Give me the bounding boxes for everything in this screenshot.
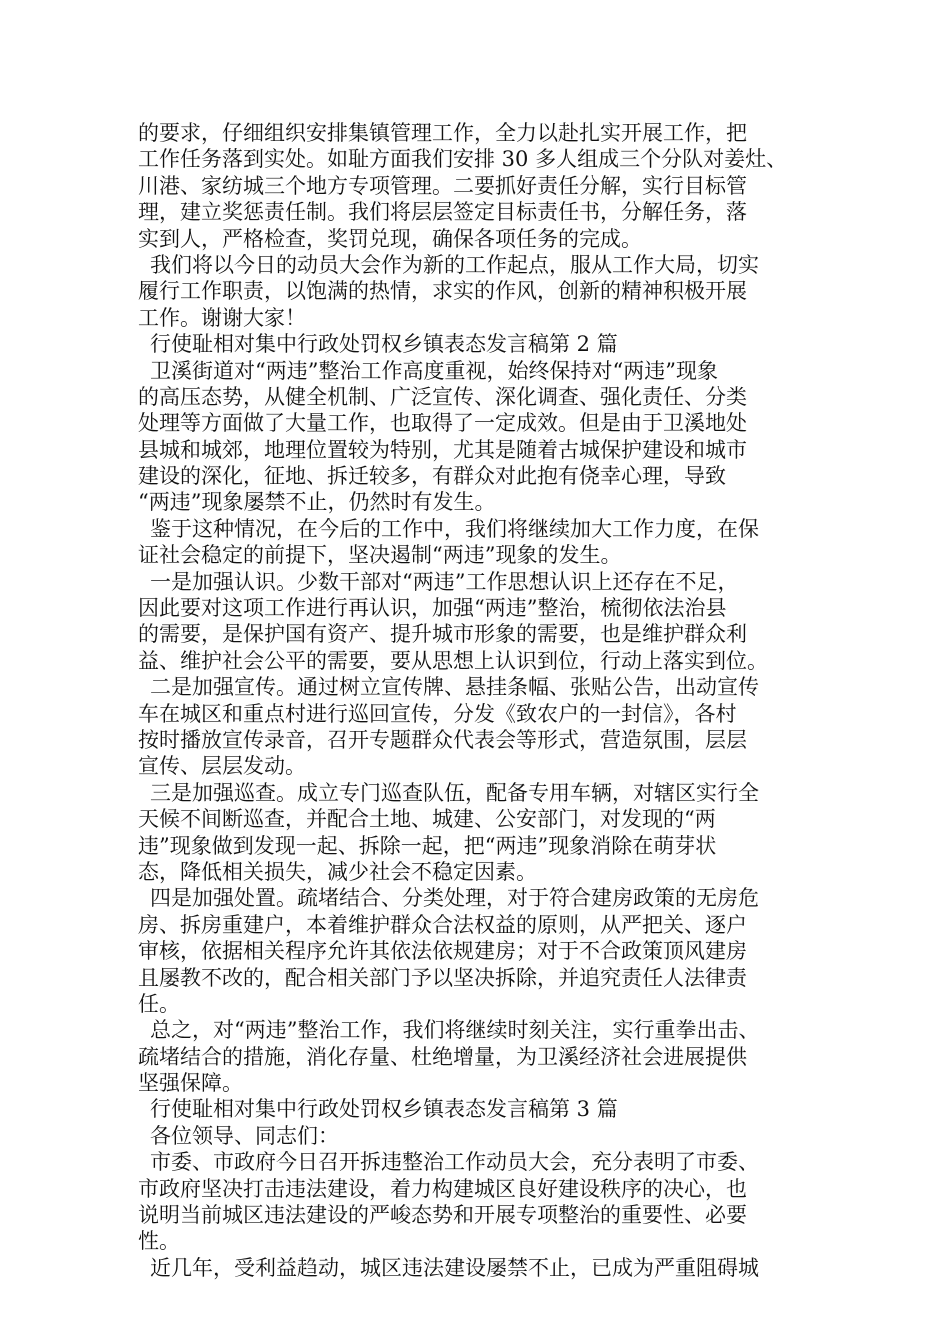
text-line: 说明当前城区违法建设的严峻态势和开展专项整治的重要性、必要 bbox=[138, 1203, 747, 1228]
text-line: 二是加强宣传。通过树立宣传牌、悬挂条幅、张贴公告，出动宣传 bbox=[150, 675, 759, 700]
text-line: 我们将以今日的动员大会作为新的工作起点，服从工作大局，切实 bbox=[150, 252, 759, 277]
text-line: 坚强保障。 bbox=[138, 1071, 243, 1096]
text-line: 工作任务落到实处。如耻方面我们安排 30 多人组成三个分队对姜灶、 bbox=[138, 147, 788, 172]
text-line: 的需要，是保护国有资产、提升城市形象的需要，也是维护群众利 bbox=[138, 622, 747, 647]
text-line: 履行工作职责，以饱满的热情，求实的作风，创新的精神积极开展 bbox=[138, 279, 747, 304]
text-line: 性。 bbox=[138, 1229, 180, 1254]
text-line: 证社会稳定的前提下，坚决遏制“两违”现象的发生。 bbox=[138, 543, 622, 568]
text-line: 因此要对这项工作进行再认识，加强“两违”整治，梳彻依法治县 bbox=[138, 596, 727, 621]
text-line: 房、拆房重建户，本着维护群众合法权益的原则，从严把关、逐户 bbox=[138, 912, 747, 937]
text-line: 疏堵结合的措施，消化存量、杜绝增量，为卫溪经济社会进展提供 bbox=[138, 1044, 747, 1069]
text-line: 按时播放宣传录音，召开专题群众代表会等形式，营造氛围，层层 bbox=[138, 727, 747, 752]
text-line: 各位领导、同志们： bbox=[150, 1123, 339, 1148]
text-line: 审核，依据相关程序允许其依法依规建房；对于不合政策顶风建房 bbox=[138, 939, 747, 964]
text-line: 车在城区和重点村进行巡回宣传，分发《致农户的一封信》，各村 bbox=[138, 701, 737, 726]
text-line: 的高压态势，从健全机制、广泛宣传、深化调查、强化责任、分类 bbox=[138, 384, 747, 409]
text-line: 且屡教不改的，配合相关部门予以坚决拆除，并追究责任人法律责 bbox=[138, 965, 747, 990]
text-line: 行使耻相对集中行政处罚权乡镇表态发言稿第 2 篇 bbox=[150, 332, 618, 357]
text-line: 卫溪街道对“两违”整治工作高度重视，始终保持对“两违”现象 bbox=[150, 358, 718, 383]
text-line: 县城和城郊，地理位置较为特别，尤其是随着古城保护建设和城市 bbox=[138, 437, 747, 462]
text-line: 行使耻相对集中行政处罚权乡镇表态发言稿第 3 篇 bbox=[150, 1097, 618, 1122]
text-line: 理，建立奖惩责任制。我们将层层签定目标责任书，分解任务，落 bbox=[138, 200, 747, 225]
text-line: 三是加强巡查。成立专门巡查队伍，配备专用车辆，对辖区实行全 bbox=[150, 780, 759, 805]
text-line: 总之，对“两违”整治工作，我们将继续时刻关注，实行重拳出击、 bbox=[150, 1018, 760, 1043]
text-line: 违”现象做到发现一起、拆除一起，把“两违”现象消除在萌芽状 bbox=[138, 833, 717, 858]
text-line: 益、维护社会公平的需要，要从思想上认识到位，行动上落实到位。 bbox=[138, 648, 768, 673]
text-line: 川港、家纺城三个地方专项管理。二要抓好责任分解，实行目标管 bbox=[138, 173, 747, 198]
text-line: 近几年，受利益趋动，城区违法建设屡禁不止，已成为严重阻碍城 bbox=[150, 1255, 759, 1280]
text-line: 工作。谢谢大家！ bbox=[138, 305, 306, 330]
text-line: 市政府坚决打击违法建设，着力构建城区良好建设秩序的决心，也 bbox=[138, 1176, 747, 1201]
document-body bbox=[138, 120, 818, 1281]
text-line: 的要求，仔细组织安排集镇管理工作，全力以赴扎实开展工作，把 bbox=[138, 121, 747, 145]
text-line: 天候不间断巡查，并配合土地、城建、公安部门，对发现的“两 bbox=[138, 807, 716, 832]
text-line: 鉴于这种情况，在今后的工作中，我们将继续加大工作力度，在保 bbox=[150, 516, 759, 541]
text-line: 处理等方面做了大量工作，也取得了一定成效。但是由于卫溪地处 bbox=[138, 411, 747, 436]
text-line: 四是加强处置。疏堵结合、分类处理，对于符合建房政策的无房危 bbox=[150, 886, 759, 911]
text-line: “两违”现象屡禁不止，仍然时有发生。 bbox=[138, 490, 496, 515]
text-line: 一是加强认识。少数干部对“两违”工作思想认识上还存在不足， bbox=[150, 569, 739, 594]
text-line: 建设的深化，征地、拆迁较多，有群众对此抱有侥幸心理，导致 bbox=[138, 464, 726, 489]
text-line: 实到人，严格检查，奖罚兑现，确保各项任务的完成。 bbox=[138, 226, 642, 251]
text-line: 态，降低相关损失，减少社会不稳定因素。 bbox=[138, 859, 537, 884]
text-line: 任。 bbox=[138, 991, 180, 1016]
text-line: 市委、市政府今日召开拆违整治工作动员大会，充分表明了市委、 bbox=[150, 1150, 759, 1175]
text-line: 宣传、层层发动。 bbox=[138, 754, 306, 779]
